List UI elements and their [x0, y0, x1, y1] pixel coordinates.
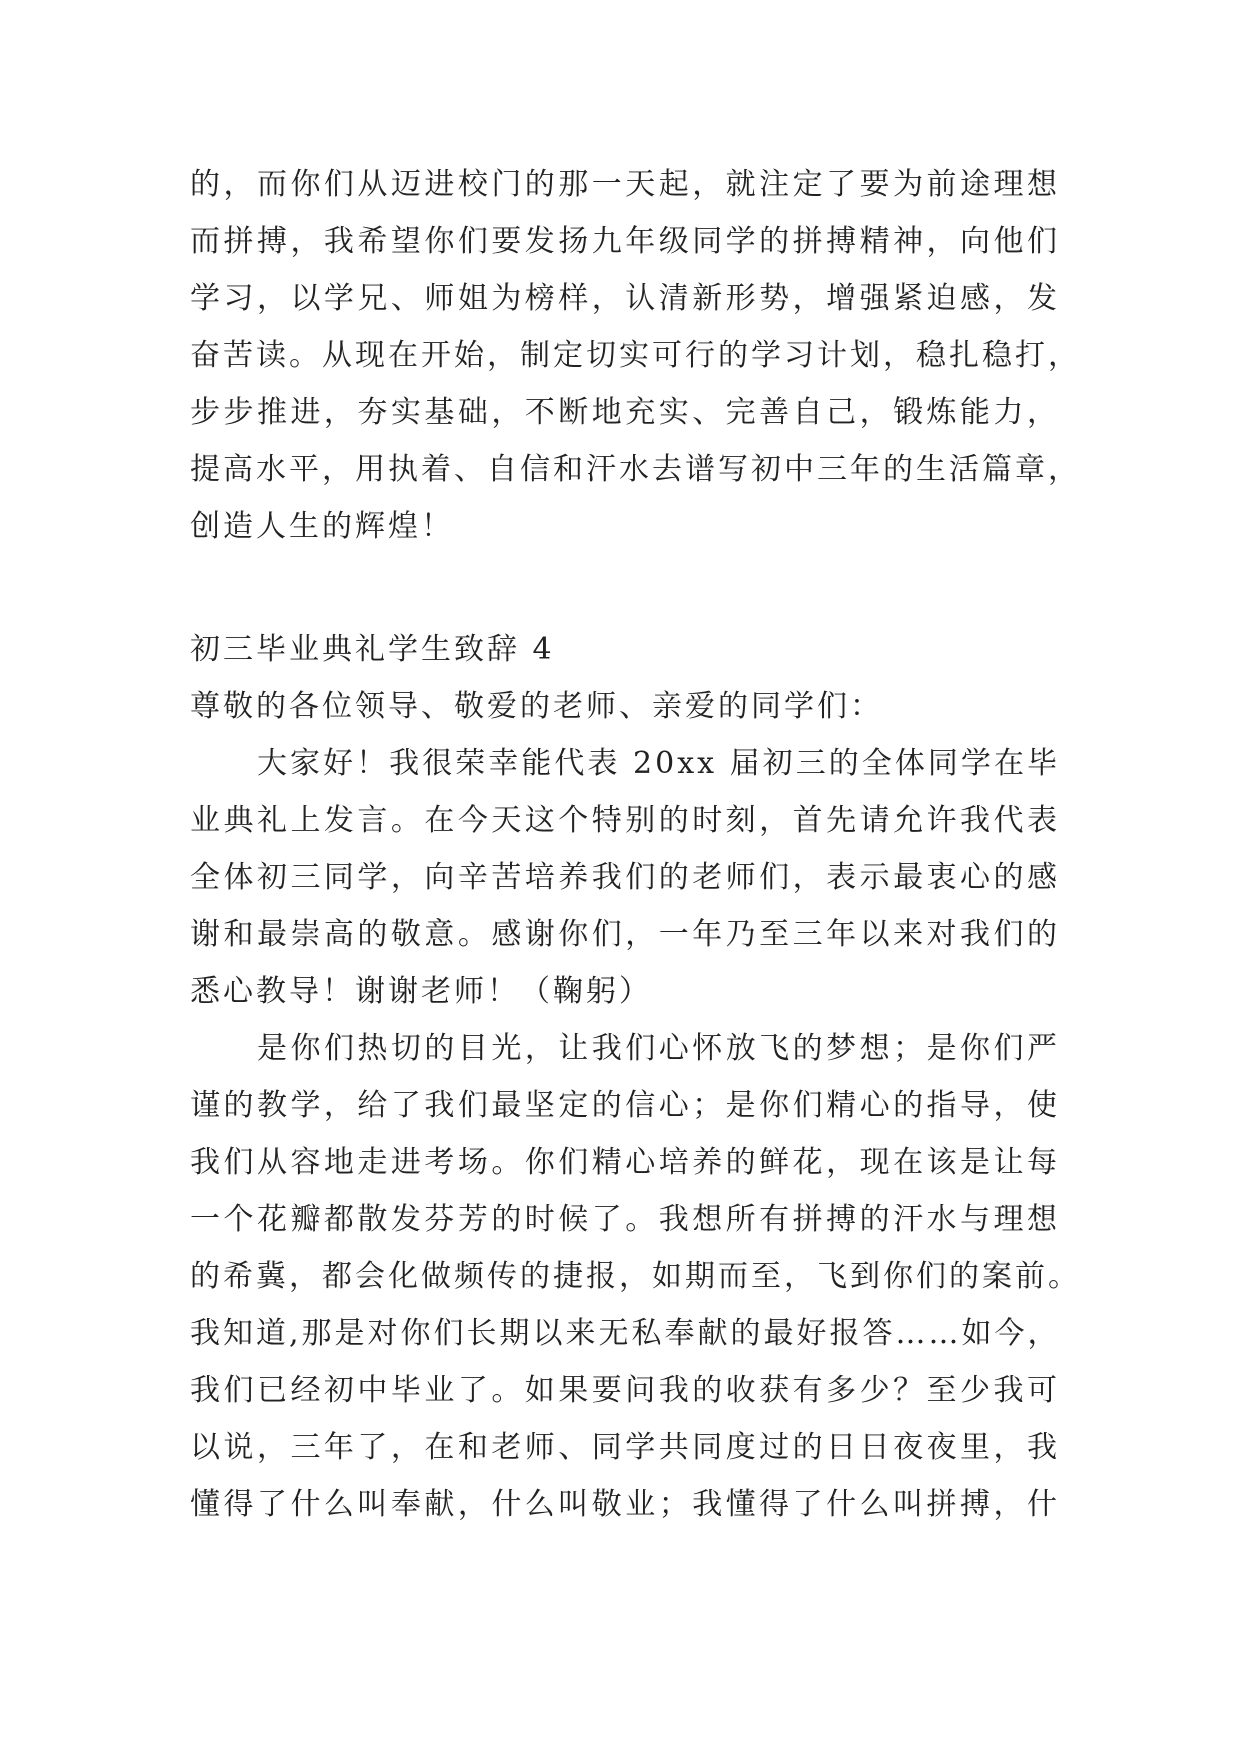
paragraph-line: 是你们热切的目光，让我们心怀放飞的梦想；是你们严 [257, 1031, 1060, 1066]
paragraph-line: 悉心教导！谢谢老师！（鞠躬） [190, 974, 652, 1009]
paragraph-line: 奋苦读。从现在开始，制定切实可行的学习计划，稳扎稳打， [190, 338, 1081, 373]
section-title: 初三毕业典礼学生致辞 4 [190, 632, 555, 667]
salutation: 尊敬的各位领导、敬爱的老师、亲爱的同学们： [190, 689, 883, 724]
paragraph-line: 全体初三同学，向辛苦培养我们的老师们，表示最衷心的感 [190, 860, 1060, 895]
paragraph-line: 步步推进，夯实基础，不断地充实、完善自己，锻炼能力， [190, 395, 1060, 430]
paragraph-line: 谨的教学，给了我们最坚定的信心；是你们精心的指导，使 [190, 1088, 1060, 1123]
paragraph-line: 以说，三年了，在和老师、同学共同度过的日日夜夜里，我 [190, 1430, 1060, 1465]
paragraph-line: 我知道,那是对你们长期以来无私奉献的最好报答……如今， [190, 1316, 1061, 1351]
paragraph-line: 一个花瓣都散发芬芳的时候了。我想所有拼搏的汗水与理想 [190, 1202, 1060, 1237]
paragraph-line: 而拼搏，我希望你们要发扬九年级同学的拼搏精神，向他们 [190, 224, 1060, 259]
paragraph-line: 大家好！我很荣幸能代表 20xx 届初三的全体同学在毕 [257, 746, 1060, 781]
paragraph-line: 我们从容地走进考场。你们精心培养的鲜花，现在该是让每 [190, 1145, 1060, 1180]
paragraph-line: 提高水平，用执着、自信和汗水去谱写初中三年的生活篇章， [190, 452, 1081, 487]
paragraph-line: 的希冀，都会化做频传的捷报，如期而至，飞到你们的案前。 [190, 1259, 1081, 1294]
paragraph-line: 创造人生的辉煌！ [190, 509, 454, 544]
paragraph-line: 的，而你们从迈进校门的那一天起，就注定了要为前途理想 [190, 167, 1060, 202]
paragraph-line: 业典礼上发言。在今天这个特别的时刻，首先请允许我代表 [190, 803, 1060, 838]
paragraph-line: 我们已经初中毕业了。如果要问我的收获有多少？至少我可 [190, 1373, 1060, 1408]
paragraph-line: 谢和最崇高的敬意。感谢你们，一年乃至三年以来对我们的 [190, 917, 1060, 952]
paragraph-line: 懂得了什么叫奉献，什么叫敬业；我懂得了什么叫拼搏，什 [190, 1487, 1060, 1522]
paragraph-line: 学习，以学兄、师姐为榜样，认清新形势，增强紧迫感，发 [190, 281, 1060, 316]
